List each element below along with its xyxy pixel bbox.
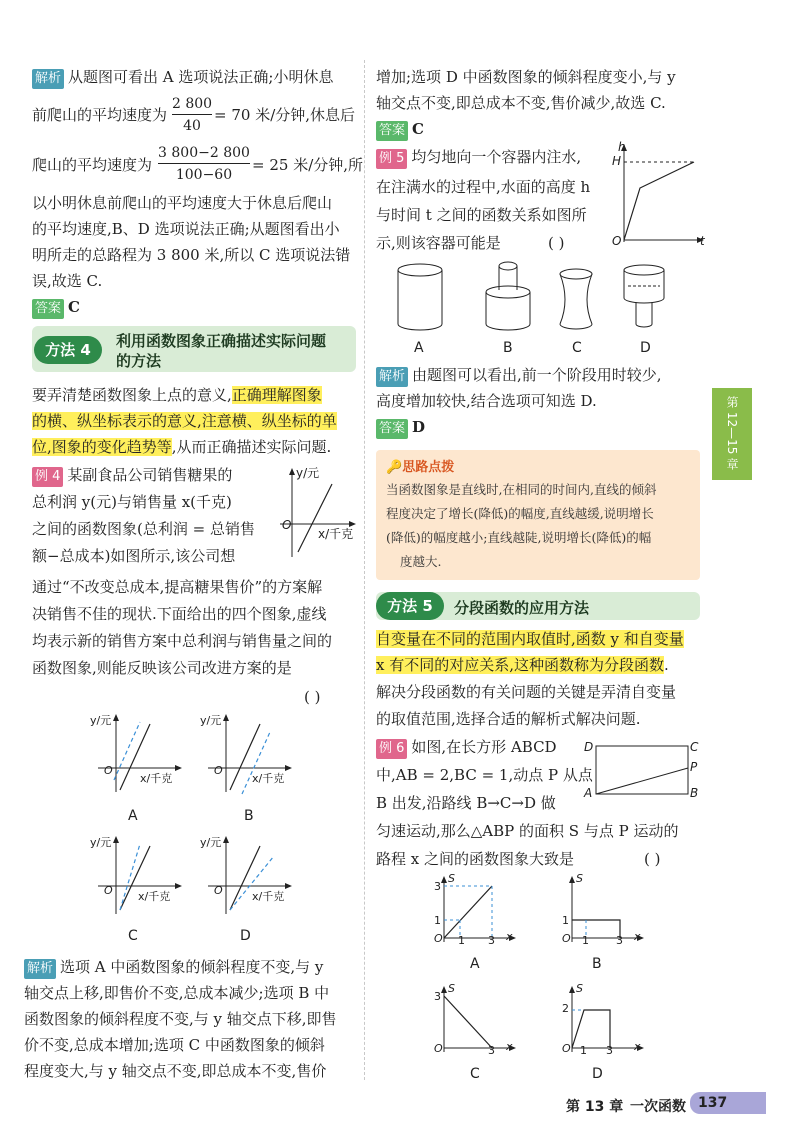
jiexi5-line-1: 解析 由题图可以看出,前一个阶段用时较少,	[376, 366, 662, 387]
ex4-line-8: 函数图象,则能反映该公司改进方案的是	[32, 659, 292, 677]
ex4-answer-paren: ( )	[304, 688, 321, 706]
ex6c-origin: O	[434, 1042, 443, 1055]
tip-line-3: (降低)的幅度越小;直线越陡,说明增长(降低)的幅	[386, 530, 652, 545]
jiexi-line-4: 以小明休息前爬山的平均速度大于休息后爬山	[32, 194, 333, 212]
example-tag: 例 4	[32, 467, 63, 487]
method-4-title-1: 利用函数图象正确描述实际问题	[116, 332, 327, 350]
opt-b-origin: O	[214, 764, 223, 777]
ex5-option-c-label: C	[572, 340, 582, 356]
opt-a-origin: O	[104, 764, 113, 777]
tip-line-4: 度越大.	[400, 554, 442, 569]
ex4-option-a-label: A	[128, 808, 138, 824]
opt-d-x-label: x/千克	[252, 890, 285, 903]
y-axis-arrow	[289, 468, 295, 475]
key-icon: 🔑	[386, 460, 403, 475]
method-4-text-3: 位,图象的变化趋势等,从而正确描述实际问题.	[32, 438, 332, 456]
jiexi-line-1: 解析 从题图可看出 A 选项说法正确;小明休息	[32, 68, 333, 89]
answer-row-3: 答案 D	[376, 418, 425, 439]
container-d	[624, 265, 664, 327]
method-5-tag: 方法 5	[376, 592, 444, 620]
jiexi4-line-3: 函数图象的倾斜程度不变,与 y 轴交点下移,即售	[24, 1010, 337, 1028]
ex6-option-a-label: A	[470, 956, 480, 972]
jiexi-tag: 解析	[24, 959, 56, 979]
ex4-axis-x-label: x/千克	[318, 527, 354, 541]
tip-line-1: 当函数图象是直线时,在相同的时间内,直线的倾斜	[386, 482, 657, 497]
footer-page-number: 137	[690, 1092, 766, 1114]
method-4-title-2: 的方法	[116, 352, 162, 370]
ex6b-x-label: x	[634, 930, 641, 943]
rect-label-b: B	[690, 786, 699, 800]
ex5-h-t-graph	[610, 140, 706, 250]
jiexi-line-7: 误,故选 C.	[32, 272, 103, 290]
ex6b-s-label: S	[576, 872, 583, 885]
cont-line-1: 增加;选项 D 中函数图象的倾斜程度变小,与 y	[376, 68, 676, 86]
ex4-option-d-label: D	[240, 928, 251, 944]
ex4-line-6: 决销售不佳的现状.下面给出的四个图象,虚线	[32, 605, 327, 623]
ex5-line-4: 示,则该容器可能是	[376, 234, 501, 252]
ex4-line-4: 额−总成本)如图所示,该公司想	[32, 547, 236, 565]
jiexi4-line-5: 程度变大,与 y 轴交点不变,即总成本不变,售价	[24, 1062, 327, 1080]
container-b	[486, 262, 530, 330]
method-4-text-1: 要弄清楚函数图象上点的意义,正确理解图象	[32, 386, 322, 404]
ex6d-one-x: 1	[580, 1044, 587, 1057]
example-tag: 例 5	[376, 149, 407, 169]
rect-label-p: P	[690, 760, 698, 774]
footer-chapter-name: 一次函数	[630, 1099, 686, 1115]
cont-line-2: 轴交点不变,即总成本不变,售价减少,故选 C.	[376, 94, 666, 112]
rect-label-a: A	[584, 786, 593, 800]
ex5-option-b-label: B	[503, 340, 513, 356]
ex5-t-label: t	[700, 234, 705, 248]
ex4-line-5: 通过“不改变总成本,提高糖果售价”的方案解	[32, 578, 323, 596]
opt-b-x-label: x/千克	[252, 772, 285, 785]
ex6-option-c-label: C	[470, 1066, 480, 1082]
jiexi-line-3b: = 25 米/分钟,所	[252, 156, 364, 174]
ex6-line-4: 匀速运动,那么△ABP 的面积 S 与点 P 运动的	[376, 822, 679, 840]
jiexi-line-2b: = 70 米/分钟,休息后	[214, 106, 356, 124]
ex6a-s-label: S	[448, 872, 455, 885]
opt-c-x-label: x/千克	[138, 890, 171, 903]
ex4-line-2: 总利润 y(元)与销售量 x(千克)	[32, 493, 232, 511]
ex6b-origin: O	[562, 932, 571, 945]
ex6-rectangle-diagram	[590, 740, 698, 802]
ex4-line-1: 例 4 某副食品公司销售糖果的	[32, 466, 232, 487]
ex6b-one-x: 1	[582, 934, 589, 947]
ex6-line-3: B 出发,沿路线 B→C→D 做	[376, 794, 556, 812]
ex6-answer-paren: ( )	[644, 850, 661, 868]
ex6-line-5: 路程 x 之间的函数图象大致是	[376, 850, 574, 868]
ex6c-s-label: S	[448, 982, 455, 995]
method-5-title: 分段函数的应用方法	[454, 599, 590, 617]
ex5-containers	[390, 260, 710, 336]
ex6a-origin: O	[434, 932, 443, 945]
method-5-text-1: 自变量在不同的范围内取值时,函数 y 和自变量	[376, 630, 684, 648]
container-a	[398, 264, 442, 330]
fraction-denominator-2: 100−60	[175, 167, 233, 183]
ex5-h-label: h	[618, 140, 626, 154]
tip-title: 🔑思路点拨	[386, 460, 455, 475]
rect-label-c: C	[690, 740, 699, 754]
jiexi4-line-2: 轴交点上移,即售价不变,总成本减少;选项 B 中	[24, 984, 330, 1002]
jiexi-tag: 解析	[32, 69, 64, 89]
ex6-option-b-label: B	[592, 956, 602, 972]
ex5-origin: O	[612, 234, 622, 248]
ex6-line-2: 中,AB = 2,BC = 1,动点 P 从点	[376, 766, 593, 784]
answer-row: 答案 C	[32, 298, 80, 319]
fraction-numerator: 2 800	[172, 96, 213, 112]
ex6c-three-y: 3	[434, 990, 441, 1003]
answer-tag: 答案	[376, 419, 408, 439]
jiexi-line-2: 前爬山的平均速度为	[32, 106, 168, 124]
ex6d-x-label: x	[634, 1040, 641, 1053]
answer-tag: 答案	[32, 299, 64, 319]
ex6d-origin: O	[562, 1042, 571, 1055]
ex6c-x-label: x	[506, 1040, 513, 1053]
ex6-line-1: 例 6 如图,在长方形 ABCD	[376, 738, 557, 759]
opt-d-origin: O	[214, 884, 223, 897]
method-5-text-2: x 有不同的对应关系,这种函数称为分段函数.	[376, 656, 669, 674]
ex5-option-a-label: A	[414, 340, 424, 356]
ex6c-three-x: 3	[488, 1044, 495, 1057]
answer-tag: 答案	[376, 121, 408, 141]
method-5-text-3: 解决分段函数的有关问题的关键是弄清自变量	[376, 683, 677, 701]
ex6b-one-y: 1	[562, 914, 569, 927]
rect-label-d: D	[584, 740, 594, 754]
ex6a-three-x: 3	[488, 934, 495, 947]
method-4-text-2: 的横、纵坐标表示的意义,注意横、纵坐标的单	[32, 412, 337, 430]
footer-chapter: 第 13 章	[566, 1099, 624, 1115]
method-5-text-4: 的取值范围,选择合适的解析式解决问题.	[376, 710, 641, 728]
fraction-bar	[172, 114, 212, 115]
jiexi-tag: 解析	[376, 367, 408, 387]
method-4-tag: 方法 4	[34, 336, 102, 364]
ex4-option-c-label: C	[128, 928, 138, 944]
jiexi4-line-4: 价不变,总成本增加;选项 C 中函数图象的倾斜	[24, 1036, 325, 1054]
ex6a-one-x: 1	[458, 934, 465, 947]
answer-row-2: 答案 C	[376, 120, 424, 141]
opt-b-y-label: y/元	[200, 714, 222, 727]
jiexi-line-5: 的平均速度,B、D 选项说法正确;从题图看出小	[32, 220, 340, 238]
fraction-numerator-2: 3 800−2 800	[158, 145, 250, 161]
ex5-line-3: 与时间 t 之间的函数关系如图所	[376, 206, 587, 224]
jiexi5-line-2: 高度增加较快,结合选项可知选 D.	[376, 392, 597, 410]
opt-a-x-label: x/千克	[140, 772, 173, 785]
ex6d-s-label: S	[576, 982, 583, 995]
ex4-option-b-label: B	[244, 808, 254, 824]
ex4-origin-label: O	[282, 518, 292, 532]
jiexi-line-3: 爬山的平均速度为	[32, 156, 153, 174]
container-c	[560, 269, 592, 329]
ex6d-three-x: 3	[606, 1044, 613, 1057]
jiexi4-line-1: 解析 选项 A 中函数图象的倾斜程度不变,与 y	[24, 958, 323, 979]
ex6b-three-x: 3	[616, 934, 623, 947]
ex6a-three-y: 3	[434, 880, 441, 893]
example-tag: 例 6	[376, 739, 407, 759]
column-divider	[364, 60, 365, 1080]
ex6a-x-label: x	[506, 930, 513, 943]
fraction-denominator: 40	[183, 118, 201, 134]
ex6d-two-y: 2	[562, 1002, 569, 1015]
ex6a-one-y: 1	[434, 914, 441, 927]
ex5-line-2: 在注满水的过程中,水面的高度 h	[376, 178, 591, 196]
ex5-answer-paren: ( )	[548, 234, 565, 252]
ex4-axis-y-label: y/元	[296, 466, 320, 480]
opt-a-y-label: y/元	[90, 714, 112, 727]
ex5-line-1: 例 5 均匀地向一个容器内注水,	[376, 148, 581, 169]
opt-d-y-label: y/元	[200, 836, 222, 849]
ex5-H-label: H	[612, 154, 622, 168]
tip-line-2: 程度决定了增长(降低)的幅度,直线越缓,说明增长	[386, 506, 654, 521]
ex5-option-d-label: D	[640, 340, 651, 356]
ex4-line-3: 之间的函数图象(总利润 = 总销售	[32, 520, 255, 538]
opt-c-y-label: y/元	[90, 836, 112, 849]
chapter-side-tab: 第 12—15 章	[712, 388, 752, 480]
jiexi-line-6: 明所走的总路程为 3 800 米,所以 C 选项说法错	[32, 246, 351, 264]
ex4-line-7: 均表示新的销售方案中总利润与销售量之间的	[32, 632, 333, 650]
ex6-option-d-label: D	[592, 1066, 603, 1082]
opt-c-origin: O	[104, 884, 113, 897]
fraction-bar-2	[158, 163, 250, 164]
